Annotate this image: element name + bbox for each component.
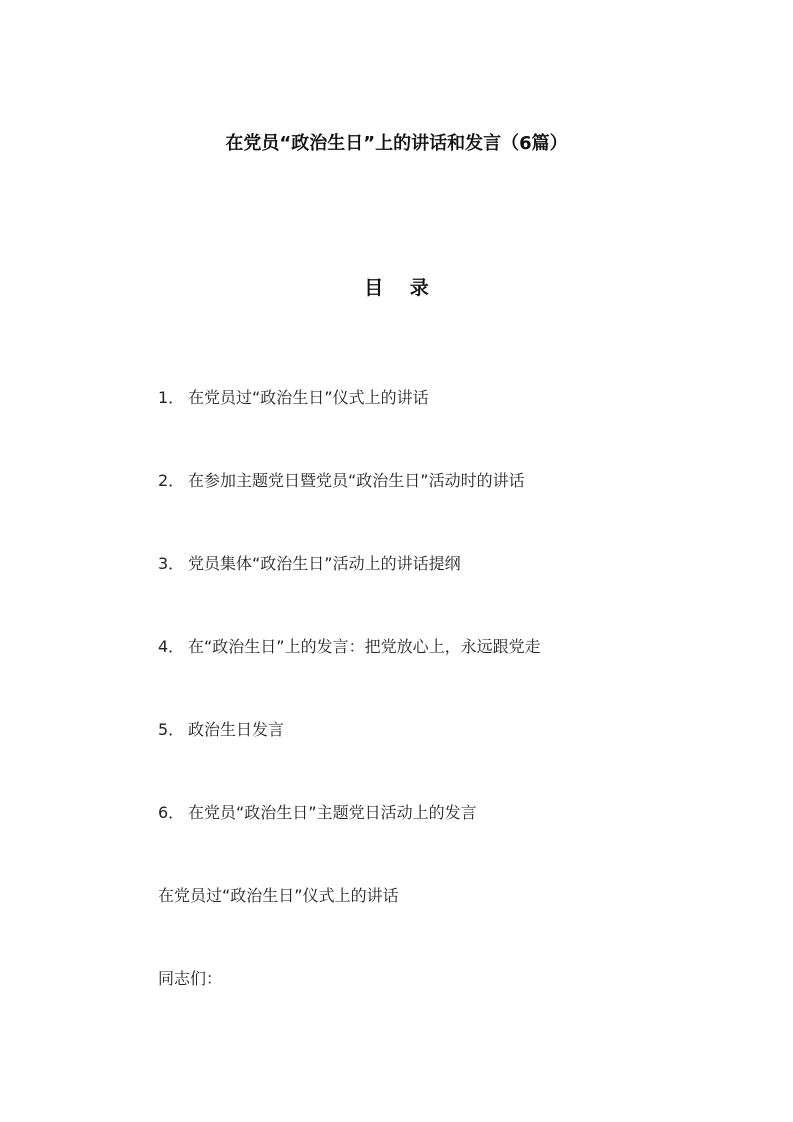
toc-item-text: 在党员过“政治生日”仪式上的讲话 — [188, 388, 429, 407]
salutation: 同志们： — [158, 969, 223, 988]
toc-item-text: 在党员“政治生日”主题党日活动上的发言 — [188, 803, 477, 822]
toc-item-number: 4． — [158, 637, 185, 656]
document-title: 在党员“政治生日”上的讲话和发言（6篇） — [225, 133, 568, 154]
toc-heading: 目 录 — [364, 277, 439, 299]
toc-item-text: 在“政治生日”上的发言：把党放心上，永远跟党走 — [188, 637, 541, 656]
toc-item-text: 政治生日发言 — [188, 720, 285, 739]
toc-item-text: 在参加主题党日暨党员“政治生日”活动时的讲话 — [188, 471, 525, 490]
toc-item — [158, 386, 429, 410]
toc-item-number: 1． — [158, 388, 185, 407]
toc-item-number: 5． — [158, 720, 185, 739]
toc-item — [158, 552, 461, 576]
toc-item — [158, 469, 525, 493]
toc-item-number: 6． — [158, 803, 185, 822]
toc-item — [158, 718, 284, 742]
toc-item-number: 2． — [158, 471, 185, 490]
toc-item-number: 3． — [158, 554, 185, 573]
toc-item — [158, 635, 541, 659]
section-title: 在党员过“政治生日”仪式上的讲话 — [158, 886, 399, 905]
toc-item — [158, 801, 477, 825]
toc-item-text: 党员集体“政治生日”活动上的讲话提纲 — [188, 554, 461, 573]
